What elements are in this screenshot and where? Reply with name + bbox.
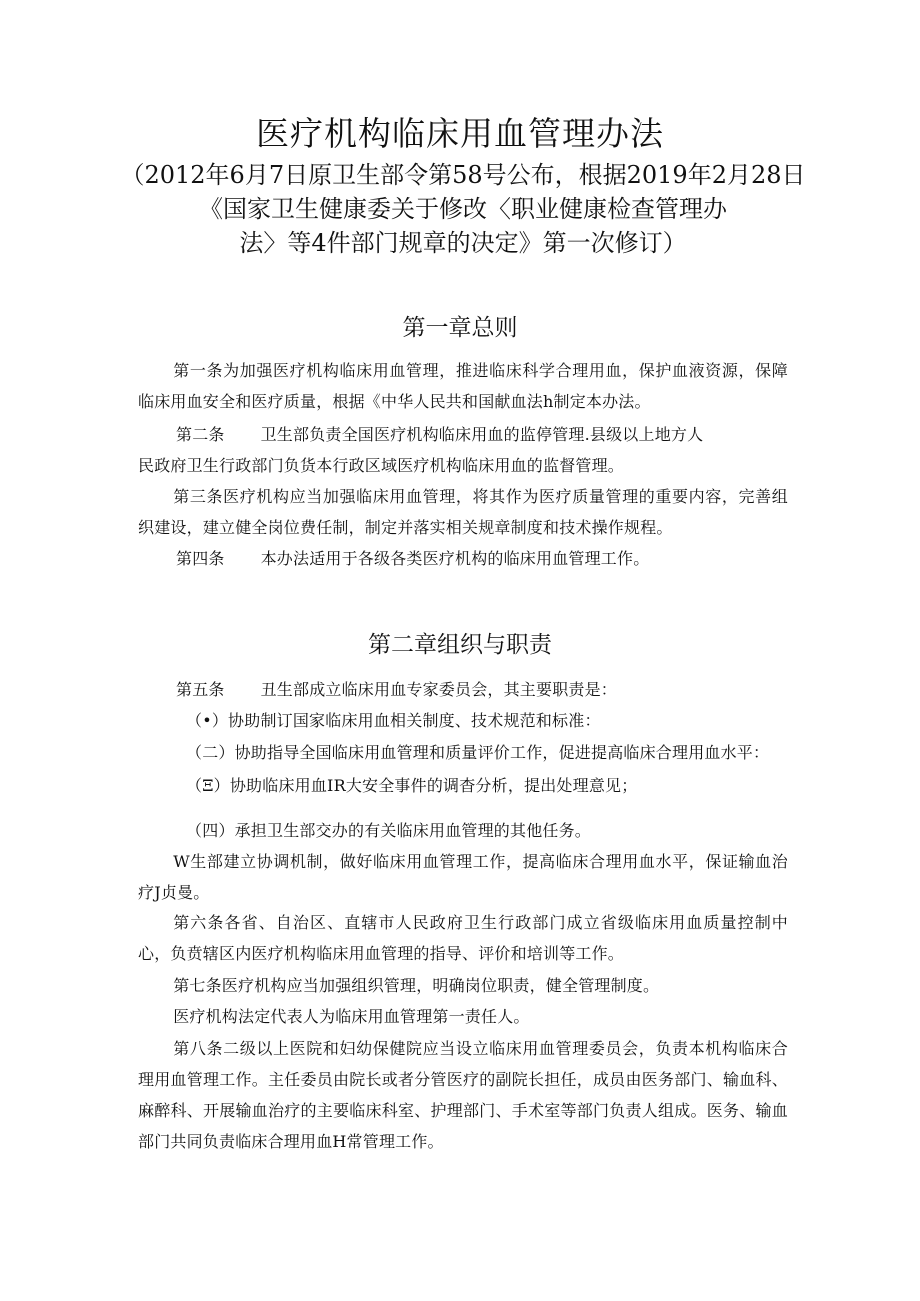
article-4-label: 第四条 <box>176 549 225 568</box>
article-5-text: 丑生部成立临床用血专家委员会，其主要职责是： <box>260 680 618 699</box>
article-5-item-4: （四）承担卫生部交办的有关临床用血管理的其他任务。 <box>186 821 592 840</box>
article-5-item-3: （Ξ）协助临床用血IR大安全事件的调杳分析，提出处理意见； <box>186 776 638 795</box>
article-3: 第三条医疗机构应当加强临床用血管理，将其作为医疗质量管理的重要内容，完善组织建设，建立健全岗位费任制，制定并落实相关规章制度和技术操作规程。 <box>138 487 788 537</box>
article-6: 第六条各省、自治区、直辖市人民政府卫生行政部门成立省级临床用血质量控制中心，负贲辖区内医疗机构临床用血管理的指导、评价和培训等工作。 <box>138 913 788 963</box>
article-1: 第一条为加强医疗机构临床用血管理，推进临床科学合理用血，保护血液资源，保障临床用血安全和医疗质量，根据《中华人民共和国献血法h制定本办法。 <box>138 361 788 411</box>
article-8: 第八条二级以上医院和妇幼保健院应当设立临床用血管理委员会，负责本机构临床合理用血管理工作。主任委员由院长或者分管医疗的副院长担任，成员由医务部门、输血科、麻醉科、开展输血治疗的主要临床科室、护理部门、手术室等部门负责人组成。医务、输血部门共同负责临床合理用血H常管理工作。 <box>138 1039 788 1151</box>
article-5-label: 第五条 <box>176 680 225 699</box>
subtitle-line-2: 《国家卫生健康委关于修改〈职业健康检查管理办 <box>199 195 727 223</box>
article-2-line-1 <box>176 419 703 450</box>
article-2-line-2: 民政府卫生行政部门负货本行政区域医疗机构临床用血的监督管理。 <box>138 456 625 475</box>
article-4-text: 本办法适用于各级各类医疗机构的临床用血管理工作。 <box>260 549 650 568</box>
chapter-2-heading: 第二章组织与职责 <box>368 632 552 658</box>
article-5-item-1: （•）协助制订国家临床用血相关制度、技术规范和标准： <box>186 711 601 730</box>
article-7-responsible: 医疗机构法定代表人为临床用血管理第一责任人。 <box>173 1007 530 1026</box>
article-7: 第七条医疗机构应当加强组织管理，明确岗位职责，健全管理制度。 <box>173 976 660 995</box>
article-2-label: 第二条 <box>176 425 225 444</box>
document-subtitle <box>118 158 808 260</box>
article-5-item-2: （二）协助指导全国临床用血管理和质量评价工作，促进提高临床合理用血水平： <box>186 743 770 762</box>
chapter-1-heading: 第一章总则 <box>402 315 518 341</box>
article-2-text: 卫生部负责全国医疗机构临床用血的监停管理.县级以上地方人 <box>260 425 704 444</box>
article-4 <box>176 543 649 574</box>
paragraph-coordination: W生部建立协调机制，做好临床用血管理工作，提高临床合理用血水平，保证输血治疗J贞曼。 <box>138 852 788 902</box>
subtitle-line-1: （2012年6月7日原卫生部令第58号公布，根据2019年2月28日 <box>120 161 806 189</box>
subtitle-line-3: 法〉等4件部门规章的决定》第一次修订） <box>239 229 687 257</box>
document-title: 医疗机构临床用血管理办法 <box>256 114 664 153</box>
article-5 <box>176 674 617 705</box>
